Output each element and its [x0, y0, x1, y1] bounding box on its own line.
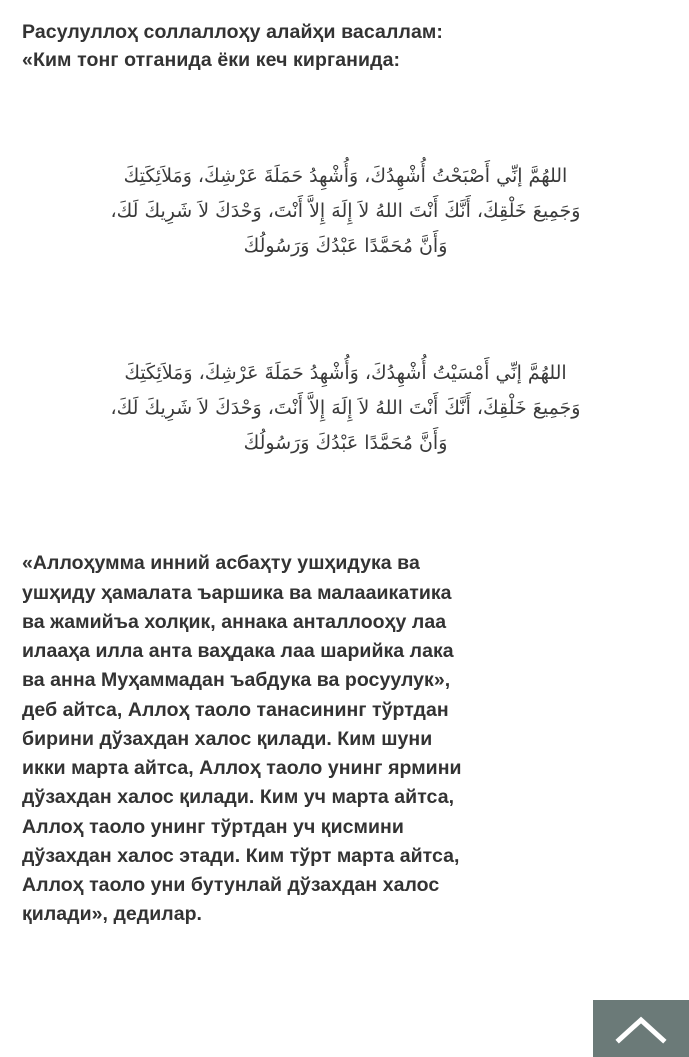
translation-paragraph [22, 549, 669, 929]
arabic-evening-dua [22, 356, 669, 461]
translation-line-2: ушҳиду ҳамалата ъаршика ва малааикатика [22, 581, 452, 604]
arabic-morning-line-1: اللهُمَّ إنِّي أَصْبَحْتُ أُشْهِدُكَ، وَأُشْهِدُ حَمَلَةَ عَرْشِكَ، وَمَلاَئِكَتِكَ [123, 164, 568, 187]
translation-line-4: илааҳа илла анта ваҳдака лаа шарийка лака [22, 640, 454, 663]
intro-line-2: «Ким тонг отганида ёки кеч кирганида: [22, 49, 401, 72]
arabic-morning-dua [22, 159, 669, 264]
translation-line-8: икки марта айтса, Аллоҳ таоло унинг ярмини [22, 757, 462, 780]
translation-line-10: Аллоҳ таоло унинг тўртдан уч қисмини [22, 815, 404, 838]
intro-line-1: Расулуллоҳ соллаллоҳу алайҳи васаллам: [22, 21, 444, 43]
translation-line-13: қилади», дедилар. [22, 903, 203, 926]
translation-line-5: ва анна Муҳаммадан ъабдука ва росуулук», [22, 669, 451, 692]
translation-line-3: ва жамийъа холқик, аннака анталлооҳу лаа [22, 610, 447, 633]
translation-line-1: «Аллоҳумма инний асбаҳту ушҳидука ва [22, 552, 420, 575]
translation-line-9: дўзахдан халос қилади. Ким уч марта айтса, [22, 786, 455, 809]
translation-line-11: дўзахдан халос этади. Ким тўрт марта айтса, [22, 844, 460, 867]
arabic-morning-line-2: وَجَمِيعَ خَلْقِكَ، أَنَّكَ أَنْتَ اللهُ لاَ إِلَهَ إِلاَّ أَنْتَ، وَحْدَكَ لاَ شَرِيكَ لَكَ، [110, 199, 581, 222]
translation-line-12: Аллоҳ таоло уни бутунлай дўзахдан халос [22, 874, 440, 897]
intro-paragraph [22, 18, 669, 75]
chevron-up-icon [615, 1014, 667, 1044]
arabic-evening-line-3: وَأَنَّ مُحَمَّدًا عَبْدُكَ وَرَسُولُكَ [243, 432, 448, 455]
translation-line-7: бирини дўзахдан халос қилади. Ким шуни [22, 727, 433, 750]
scroll-to-top-button[interactable] [593, 1000, 689, 1057]
arabic-evening-line-1: اللهُمَّ إنِّي أَمْسَيْتُ أُشْهِدُكَ، وَأُشْهِدُ حَمَلَةَ عَرْشِكَ، وَمَلاَئِكَتِكَ [124, 361, 567, 384]
arabic-morning-line-3: وَأَنَّ مُحَمَّدًا عَبْدُكَ وَرَسُولُكَ [243, 234, 448, 257]
translation-line-6: деб айтса, Аллоҳ таоло танасининг тўртдан [22, 698, 449, 721]
arabic-evening-line-2: وَجَمِيعَ خَلْقِكَ، أَنَّكَ أَنْتَ اللهُ لاَ إِلَهَ إِلاَّ أَنْتَ، وَحْدَكَ لاَ شَرِيكَ لَكَ، [110, 397, 581, 420]
